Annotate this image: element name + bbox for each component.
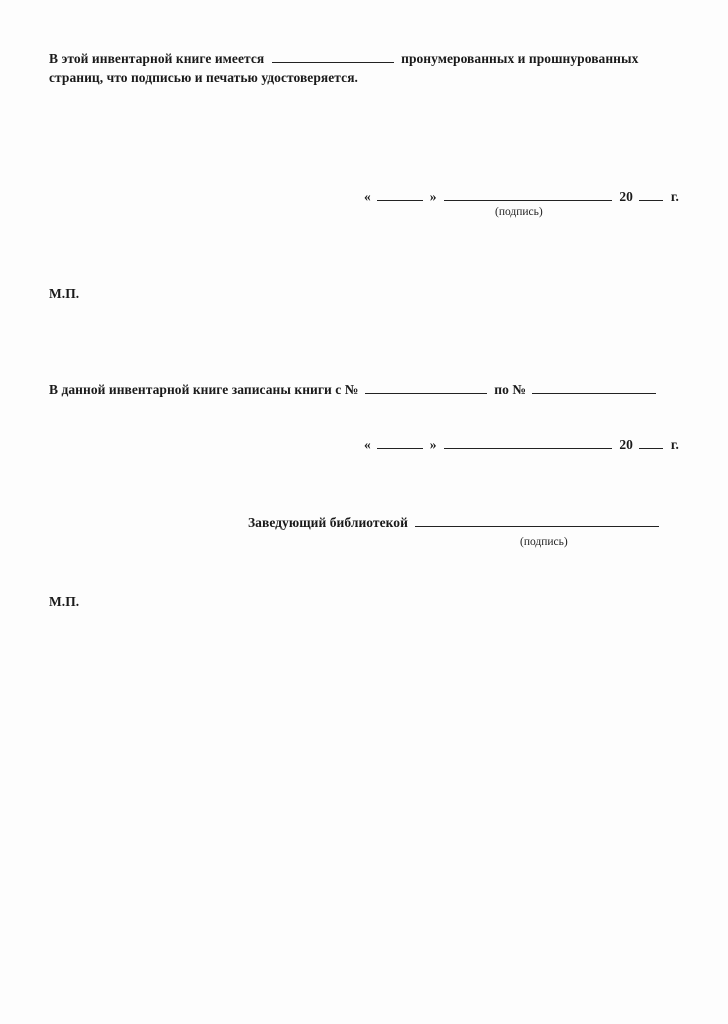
- year-prefix: 20: [619, 189, 633, 204]
- pages-count-text-start: В этой инвентарной книге имеется: [49, 51, 265, 66]
- date-open-quote: «: [364, 437, 371, 452]
- date-close-quote: »: [429, 189, 437, 204]
- month-blank[interactable]: [444, 190, 612, 201]
- signature-caption-2: (подпись): [520, 536, 568, 548]
- certification-line: [49, 70, 358, 86]
- from-number-blank[interactable]: [365, 383, 487, 394]
- day-blank[interactable]: [377, 438, 423, 449]
- head-librarian-line: [248, 515, 659, 531]
- book-range-text-start: В данной инвентарной книге записаны книги с №: [49, 382, 359, 397]
- pages-count-text-end: пронумерованных и прошнурованных: [401, 51, 639, 66]
- book-range-text-mid: по №: [494, 382, 526, 397]
- date-open-quote: «: [364, 189, 371, 204]
- date-line-1: [364, 189, 679, 205]
- year-suffix: г.: [670, 437, 679, 452]
- year-blank[interactable]: [639, 190, 663, 201]
- date-close-quote: »: [429, 437, 437, 452]
- head-librarian-label: Заведующий библиотекой: [248, 515, 408, 530]
- signature-caption-1: (подпись): [495, 206, 543, 218]
- month-blank[interactable]: [444, 438, 612, 449]
- to-number-blank[interactable]: [532, 383, 656, 394]
- year-prefix: 20: [619, 437, 633, 452]
- day-blank[interactable]: [377, 190, 423, 201]
- book-range-line: [49, 382, 656, 398]
- pages-count-line: [49, 51, 638, 67]
- year-suffix: г.: [670, 189, 679, 204]
- head-signature-blank[interactable]: [415, 516, 659, 527]
- stamp-label-1: М.П.: [49, 286, 80, 301]
- certification-text: страниц, что подписью и печатью удостоверяется.: [49, 70, 358, 85]
- year-blank[interactable]: [639, 438, 663, 449]
- pages-count-blank[interactable]: [272, 52, 394, 63]
- stamp-label-2: М.П.: [49, 594, 80, 609]
- date-line-2: [364, 437, 679, 453]
